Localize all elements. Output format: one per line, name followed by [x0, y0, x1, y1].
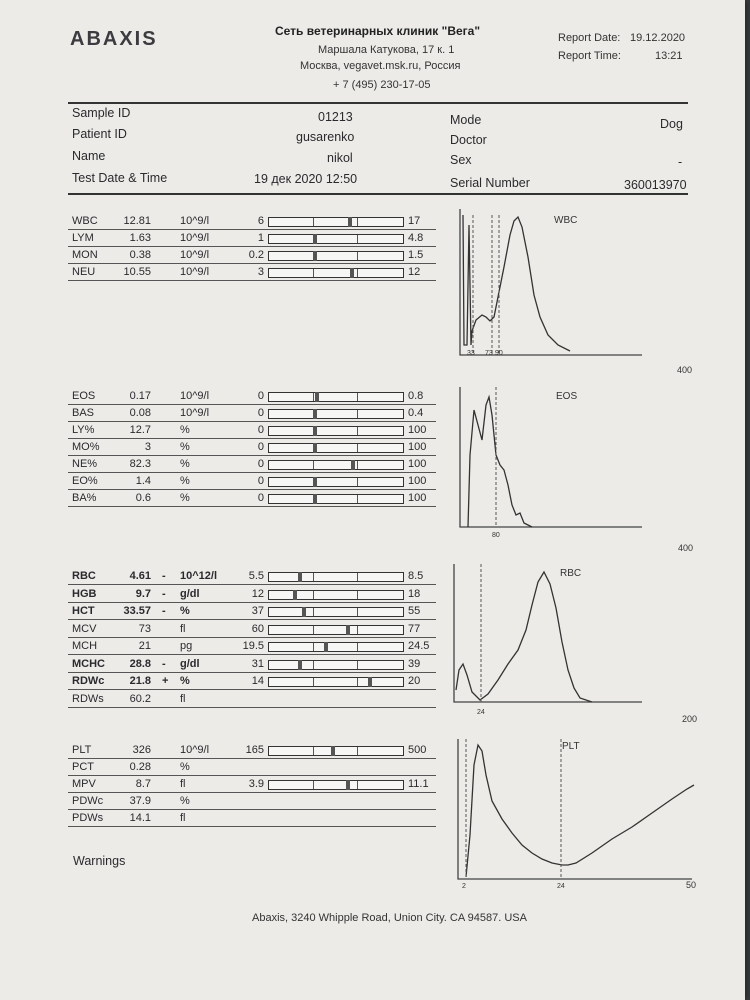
- range-low: 0: [257, 492, 264, 504]
- range-bar-marker: [348, 217, 352, 227]
- param-value: 4.61: [129, 570, 151, 582]
- range-bar: [268, 494, 404, 504]
- param-value: 9.7: [135, 587, 151, 600]
- patient-name: nikol: [327, 151, 353, 165]
- param-unit: %: [180, 675, 190, 687]
- param-value: 33.57: [123, 605, 151, 617]
- header-rule: [68, 102, 688, 104]
- patient-id-label: Patient ID: [72, 127, 127, 141]
- param-name: BAS: [72, 407, 95, 419]
- param-unit: fl: [180, 812, 186, 824]
- range-high: 100: [408, 424, 427, 436]
- clinic-phone: + 7 (495) 230-17-05: [333, 79, 431, 91]
- range-bar: [268, 409, 404, 419]
- param-unit: g/dl: [180, 587, 200, 600]
- warnings-label: Warnings: [73, 854, 126, 868]
- param-unit: 10^12/l: [180, 570, 218, 582]
- range-bar: [268, 746, 404, 756]
- param-value: 0.6: [135, 492, 151, 504]
- report-time-label: Report Time:: [558, 50, 621, 62]
- param-value: 10.55: [123, 266, 151, 278]
- param-name: PLT: [72, 744, 92, 756]
- param-unit: 10^9/l: [180, 232, 210, 244]
- param-flag: -: [162, 587, 166, 600]
- range-bar-tick: [313, 461, 314, 469]
- range-bar-tick: [357, 573, 358, 581]
- clinic-name: Сеть ветеринарных клиник "Вега": [275, 24, 481, 38]
- param-value: 73: [138, 622, 151, 635]
- param-unit: 10^9/l: [180, 215, 210, 227]
- rbc-histogram: [452, 560, 698, 725]
- report-date-label: Report Date:: [558, 32, 621, 44]
- param-value: 0.08: [129, 407, 151, 419]
- param-unit: fl: [180, 778, 186, 790]
- param-value: 82.3: [129, 458, 151, 470]
- rbc-axis-end: 200: [682, 714, 698, 724]
- plt-graph-title: PLT: [562, 741, 580, 752]
- range-bar-tick: [357, 393, 358, 401]
- param-value: 1.63: [129, 232, 151, 244]
- param-value: 0.38: [129, 249, 151, 261]
- param-unit: %: [180, 795, 190, 807]
- mode-value: Dog: [660, 117, 683, 131]
- row-divider: [68, 775, 436, 776]
- param-value: 0.17: [129, 390, 151, 402]
- row-divider: [68, 489, 436, 490]
- range-low: 3.9: [248, 778, 264, 790]
- range-high: 100: [408, 441, 427, 453]
- param-value: 60.2: [129, 692, 151, 705]
- serial-label: Serial Number: [450, 176, 530, 190]
- param-value: 1.4: [135, 475, 151, 487]
- range-low: 3: [257, 266, 264, 278]
- param-value: 326: [132, 744, 151, 756]
- row-divider: [68, 619, 436, 620]
- range-low: 31: [251, 657, 264, 670]
- wbc-axis-end: 400: [677, 365, 693, 375]
- sample-id: 01213: [318, 110, 353, 124]
- param-value: 0.28: [129, 761, 151, 773]
- range-low: 0: [257, 441, 264, 453]
- param-unit: %: [180, 441, 190, 453]
- range-bar-tick: [313, 591, 314, 599]
- range-high: 39: [408, 657, 421, 670]
- range-bar: [268, 477, 404, 487]
- range-bar-marker: [346, 625, 350, 635]
- range-bar-marker: [293, 590, 297, 600]
- param-name: MPV: [72, 778, 96, 790]
- param-name: MON: [72, 249, 98, 261]
- row-divider: [68, 246, 436, 247]
- plt-tick-1: 2: [462, 883, 466, 890]
- range-low: 0.2: [248, 249, 264, 261]
- param-value: 37.9: [129, 795, 151, 807]
- param-name: MCH: [72, 640, 98, 652]
- param-unit: %: [180, 424, 190, 436]
- param-name: WBC: [72, 215, 98, 227]
- range-bar-tick: [313, 661, 314, 669]
- range-bar-tick: [357, 478, 358, 486]
- range-bar-tick: [357, 410, 358, 418]
- range-high: 18: [408, 587, 421, 600]
- row-divider: [68, 826, 436, 827]
- report-time: 13:21: [655, 50, 683, 62]
- range-bar-tick: [357, 626, 358, 634]
- range-bar-tick: [357, 444, 358, 452]
- range-bar: [268, 660, 404, 670]
- range-bar-marker: [324, 642, 328, 652]
- range-low: 1: [257, 232, 264, 244]
- param-flag: +: [162, 675, 169, 687]
- range-bar: [268, 234, 404, 244]
- param-unit: fl: [180, 692, 186, 705]
- range-bar-tick: [357, 747, 358, 755]
- range-high: 17: [408, 215, 421, 227]
- range-bar-tick: [313, 269, 314, 277]
- range-bar: [268, 677, 404, 687]
- row-divider: [68, 472, 436, 473]
- param-name: HGB: [72, 587, 97, 600]
- doctor-label: Doctor: [450, 133, 487, 147]
- param-unit: g/dl: [180, 657, 200, 670]
- range-bar-tick: [357, 661, 358, 669]
- param-name: MCHC: [72, 657, 105, 670]
- range-low: 0: [257, 407, 264, 419]
- test-date-label: Test Date & Time: [72, 171, 168, 185]
- range-bar-tick: [357, 235, 358, 243]
- range-bar-marker: [313, 251, 317, 261]
- param-name: PDWc: [72, 795, 104, 807]
- info-rule: [68, 193, 688, 195]
- param-value: 28.8: [129, 657, 151, 670]
- range-bar-tick: [357, 495, 358, 503]
- range-bar-tick: [357, 781, 358, 789]
- range-high: 55: [408, 605, 421, 617]
- range-bar-tick: [357, 608, 358, 616]
- param-value: 12.7: [129, 424, 151, 436]
- range-low: 0: [257, 458, 264, 470]
- param-unit: %: [180, 492, 190, 504]
- param-name: RDWs: [72, 692, 104, 705]
- range-bar-tick: [313, 218, 314, 226]
- row-divider: [68, 637, 436, 638]
- param-name: LYM: [72, 232, 94, 244]
- param-name: NE%: [72, 458, 98, 470]
- param-name: NEU: [72, 266, 96, 278]
- range-bar-tick: [313, 678, 314, 686]
- row-divider: [68, 438, 436, 439]
- row-divider: [68, 455, 436, 456]
- range-bar-tick: [313, 573, 314, 581]
- param-unit: pg: [180, 640, 193, 652]
- param-value: 12.81: [123, 215, 151, 227]
- eos-histogram: [452, 385, 692, 555]
- range-bar-marker: [346, 780, 350, 790]
- range-bar-marker: [298, 572, 302, 582]
- name-label: Name: [72, 149, 106, 163]
- param-flag: -: [162, 570, 166, 582]
- param-name: RBC: [72, 570, 96, 582]
- range-high: 500: [408, 744, 427, 756]
- range-bar: [268, 443, 404, 453]
- range-bar-tick: [313, 643, 314, 651]
- range-low: 60: [251, 622, 264, 635]
- param-unit: 10^9/l: [180, 249, 210, 261]
- test-date: 19 дек 2020 12:50: [254, 172, 358, 186]
- range-bar-marker: [368, 677, 372, 687]
- range-low: 5.5: [248, 570, 264, 582]
- range-high: 100: [408, 492, 427, 504]
- param-unit: 10^9/l: [180, 744, 210, 756]
- plt-histogram: [452, 735, 697, 895]
- range-low: 19.5: [242, 640, 264, 652]
- range-bar-tick: [313, 781, 314, 789]
- param-name: MCV: [72, 622, 97, 635]
- row-divider: [68, 506, 436, 507]
- range-low: 37: [251, 605, 264, 617]
- range-bar-marker: [331, 746, 335, 756]
- row-divider: [68, 809, 436, 810]
- mode-label: Mode: [450, 113, 482, 127]
- range-bar: [268, 625, 404, 635]
- sample-id-label: Sample ID: [72, 106, 131, 120]
- range-low: 12: [251, 587, 264, 600]
- range-high: 20: [408, 675, 421, 687]
- param-unit: %: [180, 458, 190, 470]
- row-divider: [68, 584, 436, 585]
- range-bar-tick: [357, 218, 358, 226]
- plt-axis-end: 50: [686, 880, 697, 890]
- range-high: 8.5: [408, 570, 424, 582]
- param-flag: -: [162, 657, 166, 670]
- range-bar: [268, 268, 404, 278]
- param-name: PDWs: [72, 812, 104, 824]
- param-value: 3: [144, 441, 151, 453]
- range-bar-marker: [351, 460, 355, 470]
- sex-value: -: [678, 155, 683, 169]
- range-bar: [268, 251, 404, 261]
- range-bar-marker: [313, 409, 317, 419]
- range-high: 0.4: [408, 407, 424, 419]
- range-bar-marker: [313, 443, 317, 453]
- range-low: 165: [245, 744, 264, 756]
- range-bar-tick: [357, 269, 358, 277]
- range-bar-marker: [298, 660, 302, 670]
- plt-tick-2: 24: [557, 883, 565, 890]
- range-bar: [268, 572, 404, 582]
- eos-graph-title: EOS: [556, 391, 578, 402]
- row-divider: [68, 404, 436, 405]
- param-flag: -: [162, 605, 166, 617]
- serial-value: 360013970: [624, 178, 687, 192]
- param-unit: %: [180, 605, 190, 617]
- range-high: 77: [408, 622, 421, 635]
- param-value: 14.1: [129, 812, 151, 824]
- range-high: 4.8: [408, 232, 424, 244]
- footer-address: Abaxis, 3240 Whipple Road, Union City. CA 94587. USA: [252, 912, 527, 924]
- range-bar-tick: [357, 252, 358, 260]
- row-divider: [68, 280, 436, 281]
- range-bar: [268, 780, 404, 790]
- clinic-address-1: Маршала Катукова, 17 к. 1: [318, 44, 455, 56]
- param-unit: fl: [180, 622, 186, 635]
- range-bar-marker: [313, 426, 317, 436]
- row-divider: [68, 758, 436, 759]
- range-bar-marker: [350, 268, 354, 278]
- range-high: 0.8: [408, 390, 424, 402]
- row-divider: [68, 602, 436, 603]
- range-bar: [268, 460, 404, 470]
- wbc-tick-3: 90: [495, 350, 503, 357]
- range-low: 0: [257, 424, 264, 436]
- range-high: 11.1: [408, 778, 429, 790]
- range-low: 0: [257, 475, 264, 487]
- row-divider: [68, 672, 436, 673]
- range-bar-marker: [302, 607, 306, 617]
- row-divider: [68, 229, 436, 230]
- eos-axis-end: 400: [678, 543, 694, 553]
- param-unit: 10^9/l: [180, 266, 210, 278]
- range-high: 1.5: [408, 249, 424, 261]
- param-value: 8.7: [135, 778, 151, 790]
- param-name: RDWc: [72, 675, 105, 687]
- param-unit: %: [180, 761, 190, 773]
- range-bar-marker: [313, 477, 317, 487]
- param-value: 21: [138, 640, 151, 652]
- param-name: MO%: [72, 441, 100, 453]
- range-bar: [268, 590, 404, 600]
- range-bar-tick: [313, 608, 314, 616]
- sex-label: Sex: [450, 153, 472, 167]
- row-divider: [68, 689, 436, 690]
- abaxis-logo: ABAXIS: [70, 28, 158, 50]
- param-value: 21.8: [129, 675, 151, 687]
- range-bar: [268, 392, 404, 402]
- range-low: 14: [251, 675, 264, 687]
- range-bar-tick: [357, 678, 358, 686]
- rbc-graph-title: RBC: [560, 568, 582, 579]
- range-bar-tick: [357, 427, 358, 435]
- range-low: 0: [257, 390, 264, 402]
- range-high: 12: [408, 266, 421, 278]
- wbc-histogram: [452, 205, 692, 395]
- range-high: 100: [408, 475, 427, 487]
- param-unit: 10^9/l: [180, 407, 210, 419]
- param-name: BA%: [72, 492, 97, 504]
- range-bar-tick: [313, 747, 314, 755]
- report-date: 19.12.2020: [630, 32, 686, 44]
- range-bar: [268, 217, 404, 227]
- range-bar-marker: [315, 392, 319, 402]
- param-name: HCT: [72, 605, 95, 617]
- range-bar-tick: [357, 461, 358, 469]
- range-high: 100: [408, 458, 427, 470]
- range-high: 24.5: [408, 640, 430, 652]
- range-bar-marker: [313, 234, 317, 244]
- rbc-tick-1: 24: [477, 709, 485, 716]
- row-divider: [68, 792, 436, 793]
- row-divider: [68, 707, 436, 708]
- wbc-tick-1: 33: [467, 350, 475, 357]
- range-bar-marker: [313, 494, 317, 504]
- eos-tick-1: 80: [492, 532, 500, 539]
- param-name: EO%: [72, 475, 98, 487]
- param-unit: %: [180, 475, 190, 487]
- row-divider: [68, 263, 436, 264]
- param-name: PCT: [72, 761, 94, 773]
- clinic-address-2: Москва, vegavet.msk.ru, Россия: [300, 60, 461, 72]
- range-bar-tick: [357, 643, 358, 651]
- range-bar: [268, 607, 404, 617]
- param-name: EOS: [72, 390, 96, 402]
- range-bar-tick: [357, 591, 358, 599]
- range-bar-tick: [313, 626, 314, 634]
- row-divider: [68, 421, 436, 422]
- patient-id: gusarenko: [296, 130, 355, 144]
- param-unit: 10^9/l: [180, 390, 210, 402]
- row-divider: [68, 654, 436, 655]
- range-bar: [268, 426, 404, 436]
- wbc-graph-title: WBC: [554, 215, 578, 226]
- range-bar-tick: [313, 393, 314, 401]
- param-name: LY%: [72, 424, 95, 436]
- wbc-tick-2: 73: [485, 350, 493, 357]
- range-bar: [268, 642, 404, 652]
- range-low: 6: [257, 215, 264, 227]
